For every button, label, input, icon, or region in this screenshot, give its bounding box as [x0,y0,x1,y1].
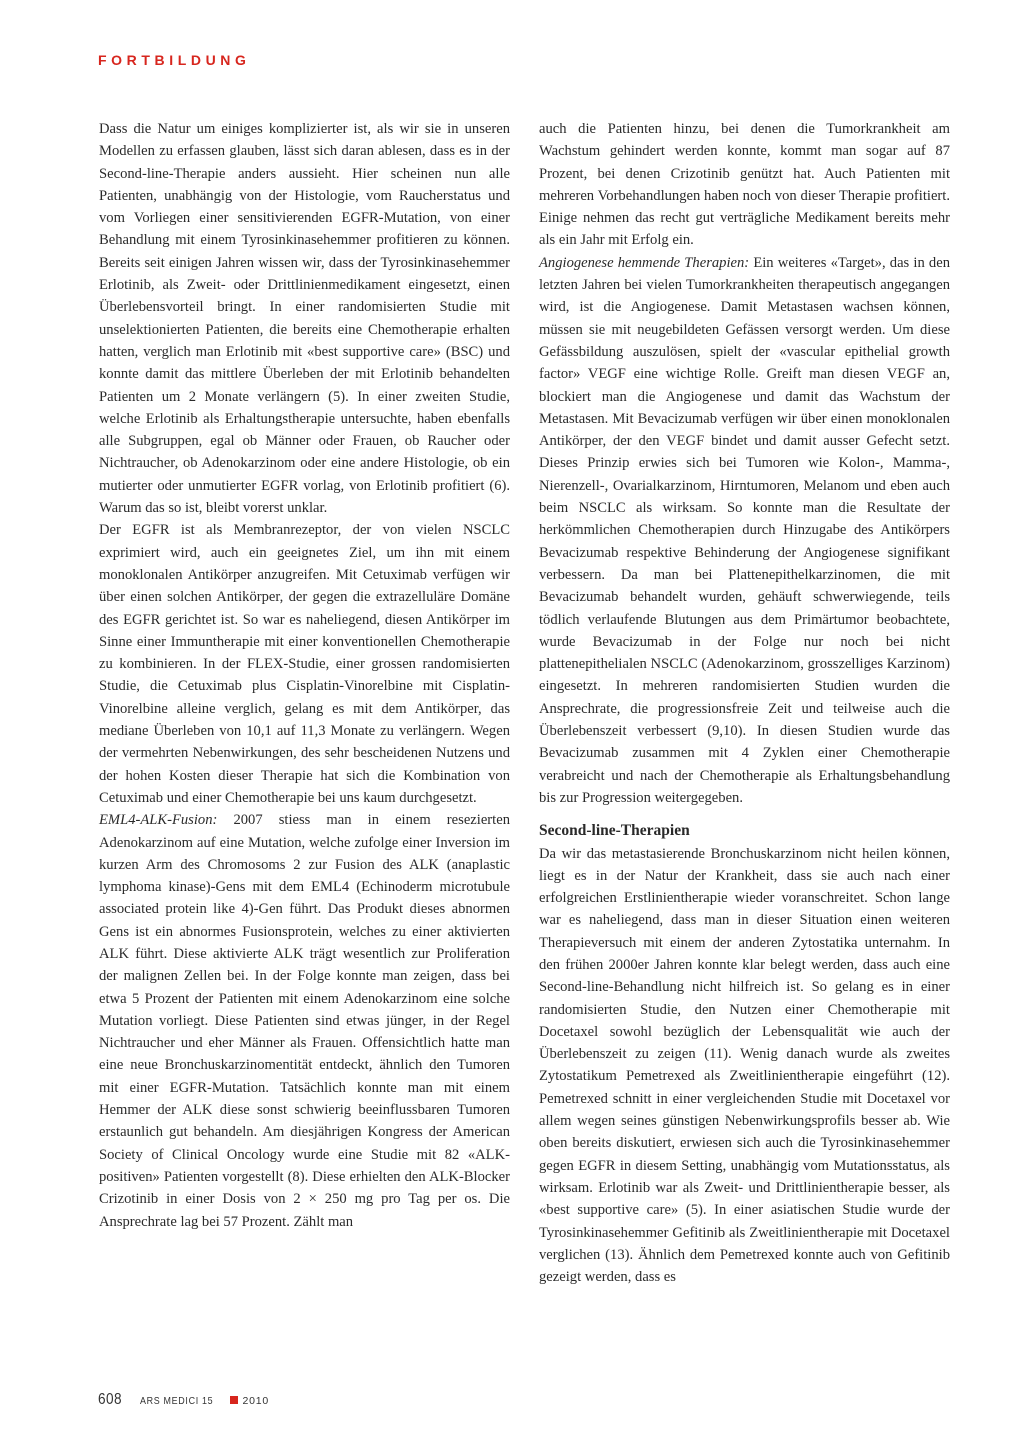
paragraph [99,809,510,1233]
left-column [99,118,510,1233]
page-footer [98,1391,269,1409]
paragraph-lead: Angiogenese hemmende Therapien: [539,254,750,271]
red-square-icon [230,1396,238,1404]
paragraph: Der EGFR ist als Membranrezeptor, der von vielen NSCLC exprimiert wird, auch ein geeignetes Ziel, um ihn mit einem monoklonalen Antikörper anzugreifen. Mit Cetuximab verfügen wir über einen solchen Antikörper, der gegen die extrazelluläre Domäne des EGFR gerichtet ist. So war es naheliegend, diesen Antikörper im Sinne einer Immuntherapie mit einer konventionellen Chemotherapie zu kombinieren. In der FLEX-Studie, einer grossen randomisierten Studie, die Cetuximab plus Cisplatin-Vinorelbine mit Cisplatin-Vinorelbine alleine verglich, gelang es mit dem Antikörper, das mediane Überleben von 10,1 auf 11,3 Monate zu verlängern. Wegen der vermehrten Nebenwirkungen, des sehr bescheidenen Nutzens und der hohen Kosten dieser Therapie hat sich die Kombination von Cetuximab und einer Chemotherapie bei uns kaum durchgesetzt. [99,522,510,806]
journal-year: 2010 [242,1395,270,1407]
section-header: FORTBILDUNG [98,52,251,68]
paragraph [539,252,950,809]
paragraph-body: 2007 stiess man in einem resezierten Adenokarzinom auf eine Mutation, welche zufolge einer Inversion im kurzen Arm des Chromosoms 2 zur Fusion des ALK (anaplastic lymphoma kinase)-Gens mit dem EML4 (Echinoderm microtubule associated protein like 4)-Gen führt. Das Produkt dieses abnormen Gens ist ein abnormes Fusionsprotein, welches zu einer aktivierten ALK führt. Diese aktivierte ALK trägt wesentlich zur Proliferation der malignen Zellen bei. In der Folge konnte man zeigen, dass bei etwa 5 Prozent der Patienten mit einem Adenokarzinom eine solche Mutation vorliegt. Diese Patienten sind etwas jünger, in der Regel Nichtraucher und eher Männer als Frauen. Offensichtlich hatte man eine neue Bronchuskarzinomentität entdeckt, ähnlich den Tumoren mit einer EGFR-Mutation. Tatsächlich konnte man mit einem Hemmer der ALK diese sonst schwierig beeinflussbaren Tumoren erstaunlich gut behandeln. Am diesjährigen Kongress der American Society of Clinical Oncology wurde eine Studie mit 82 «ALK-positiven» Patienten vorgestellt (8). Diese erhielten den ALK-Blocker Crizotinib in einer Dosis von 2 × 250 mg pro Tag per os. Die Ansprechrate lag bei 57 Prozent. Zählt man [99,812,510,1230]
page-number: 608 [98,1391,122,1408]
paragraph: Da wir das metastasierende Bronchuskarzinom nicht heilen können, liegt es in der Natur der Krankheit, dass sie auch nach einer erfolgreichen Erstlinientherapie wieder voranschreitet. Schon lange war es naheliegend, dass man in dieser Situation einen weiteren Therapieversuch mit einem der anderen Zytostatika unternahm. In den frühen 2000er Jahren konnte klar belegt werden, dass auch eine Second-line-Behandlung nicht hilfreich ist. So gelang es in einer randomisierten Studie, den Nutzen einer Chemotherapie mit Docetaxel sowohl bezüglich der Lebensqualität wie auch der Überlebenszeit zu zeigen (11). Wenig danach wurde als zweites Zytostatikum Pemetrexed als Zweitlinientherapie eingeführt (12). Pemetrexed schnitt in einer vergleichenden Studie mit Docetaxel vor allem wegen seines günstigen Nebenwirkungsprofils besser ab. Wie oben bereits diskutiert, erwiesen sich auch die Tyrosinkinasehemmer gegen EGFR in diesem Setting, unabhängig vom Mutationsstatus, als wirksam. Erlotinib war als Zweit- und Drittlinientherapie besser, als «best supportive care» (5). In einer asiatischen Studie wurde der Tyrosinkinasehemmer Gefitinib als Zweitlinientherapie mit Docetaxel verglichen (13). Ähnlich dem Pemetrexed konnte auch von Gefitinib gezeigt werden, dass es [539,845,950,1286]
paragraph: Dass die Natur um einiges komplizierter ist, als wir sie in unseren Modellen zu erfassen glauben, lässt sich daran ablesen, dass es in der Second-line-Therapie anders aussieht. Hier scheinen nun alle Patienten, unabhängig von der Histologie, vom Raucherstatus und vom Vorliegen einer sensitivierenden EGFR-Mutation, von einer Behandlung mit einem Tyrosinkinasehemmer profitieren zu können. Bereits seit einigen Jahren wissen wir, dass der Tyrosinkinasehemmer Erlotinib, als Zweit- oder Drittlinienmedikament eingesetzt, einen Überlebensvorteil bringt. In einer randomisierten Studie mit unselektionierten Patienten, die bereits eine Chemotherapie erhalten hatten, verglich man Erlotinib mit «best supportive care» (BSC) und konnte damit das mittlere Überleben der mit Erlotinib behandelten Patienten um 2 Monate verlängern (5). In einer zweiten Studie, welche Erlotinib als Erhaltungstherapie untersuchte, haben ebenfalls alle Subgruppen, egal ob Männer oder Frauen, ob Raucher oder Nichtraucher, ob Adenokarzinom oder eine andere Histologie, ob ein mutierter oder unmutierter EGFR vorlag, von Erlotinib profitiert (6). Warum das so ist, bleibt vorerst unklar. [99,121,510,517]
journal-name: ARS MEDICI 15 [140,1395,214,1407]
paragraph-body: Ein weiteres «Target», das in den letzten Jahren bei vielen Tumorkrankheiten therapeutisch angegangen wird, ist die Angiogenese. Damit Metastasen wachsen können, müssen sie mit neugebildeten Gefässen versorgt werden. Um diese Gefässbildung auszulösen, spielt der «vascular epithelial growth factor» VEGF eine wichtige Rolle. Greift man diesen VEGF an, blockiert man die Angiogenese und damit das Wachstum der Metastasen. Mit Bevacizumab verfügen wir über einen monoklonalen Antikörper, der den VEGF bindet und damit ausser Gefecht setzt. Dieses Prinzip erwies sich bei Tumoren wie Kolon-, Mamma-, Nierenzell-, Ovarialkarzinom, Hirntumoren, Melanom und eben auch beim NSCLC als wirksam. So konnte man die Resultate der herkömmlichen Chemotherapien durch Hinzugabe des Antikörpers Bevacizumab respektive Behinderung der Angiogenese signifikant verbessern. Da man bei Plattenepithelkarzinomen, die mit Bevacizumab behandelt wurden, gehäuft schwerwiegende, teils tödlich verlaufende Blutungen aus dem Primärtumor beobachtete, wurde Bevacizumab in der Folge nur noch bei nicht plattenepithelialen NSCLC (Adenokarzinom, grosszelliges Karzinom) eingesetzt. In mehreren randomisierten Studien wurden die Ansprechrate, die progressionsfreie Zeit und teilweise auch die Überlebenszeit verbessert (9,10). In diesen Studien wurde das Bevacizumab zusammen mit 4 Zyklen einer Chemotherapie verabreicht und nach der Chemotherapie als Erhaltungsbehandlung bis zur Progression weitergegeben. [539,254,950,806]
right-column [539,118,950,1288]
section-heading: Second-line-Therapien [539,822,690,840]
paragraph-lead: EML4-ALK-Fusion: [99,812,218,829]
paragraph: auch die Patienten hinzu, bei denen die Tumorkrankheit am Wachstum gehindert werden konnte, kommt man sogar auf 87 Prozent, bei denen Crizotinib genützt hat. Auch Patienten mit mehreren Vorbehandlungen haben noch von dieser Therapie profitiert. Einige nehmen das recht gut verträgliche Medikament bereits mehr als ein Jahr mit Erfolg ein. [539,121,950,249]
